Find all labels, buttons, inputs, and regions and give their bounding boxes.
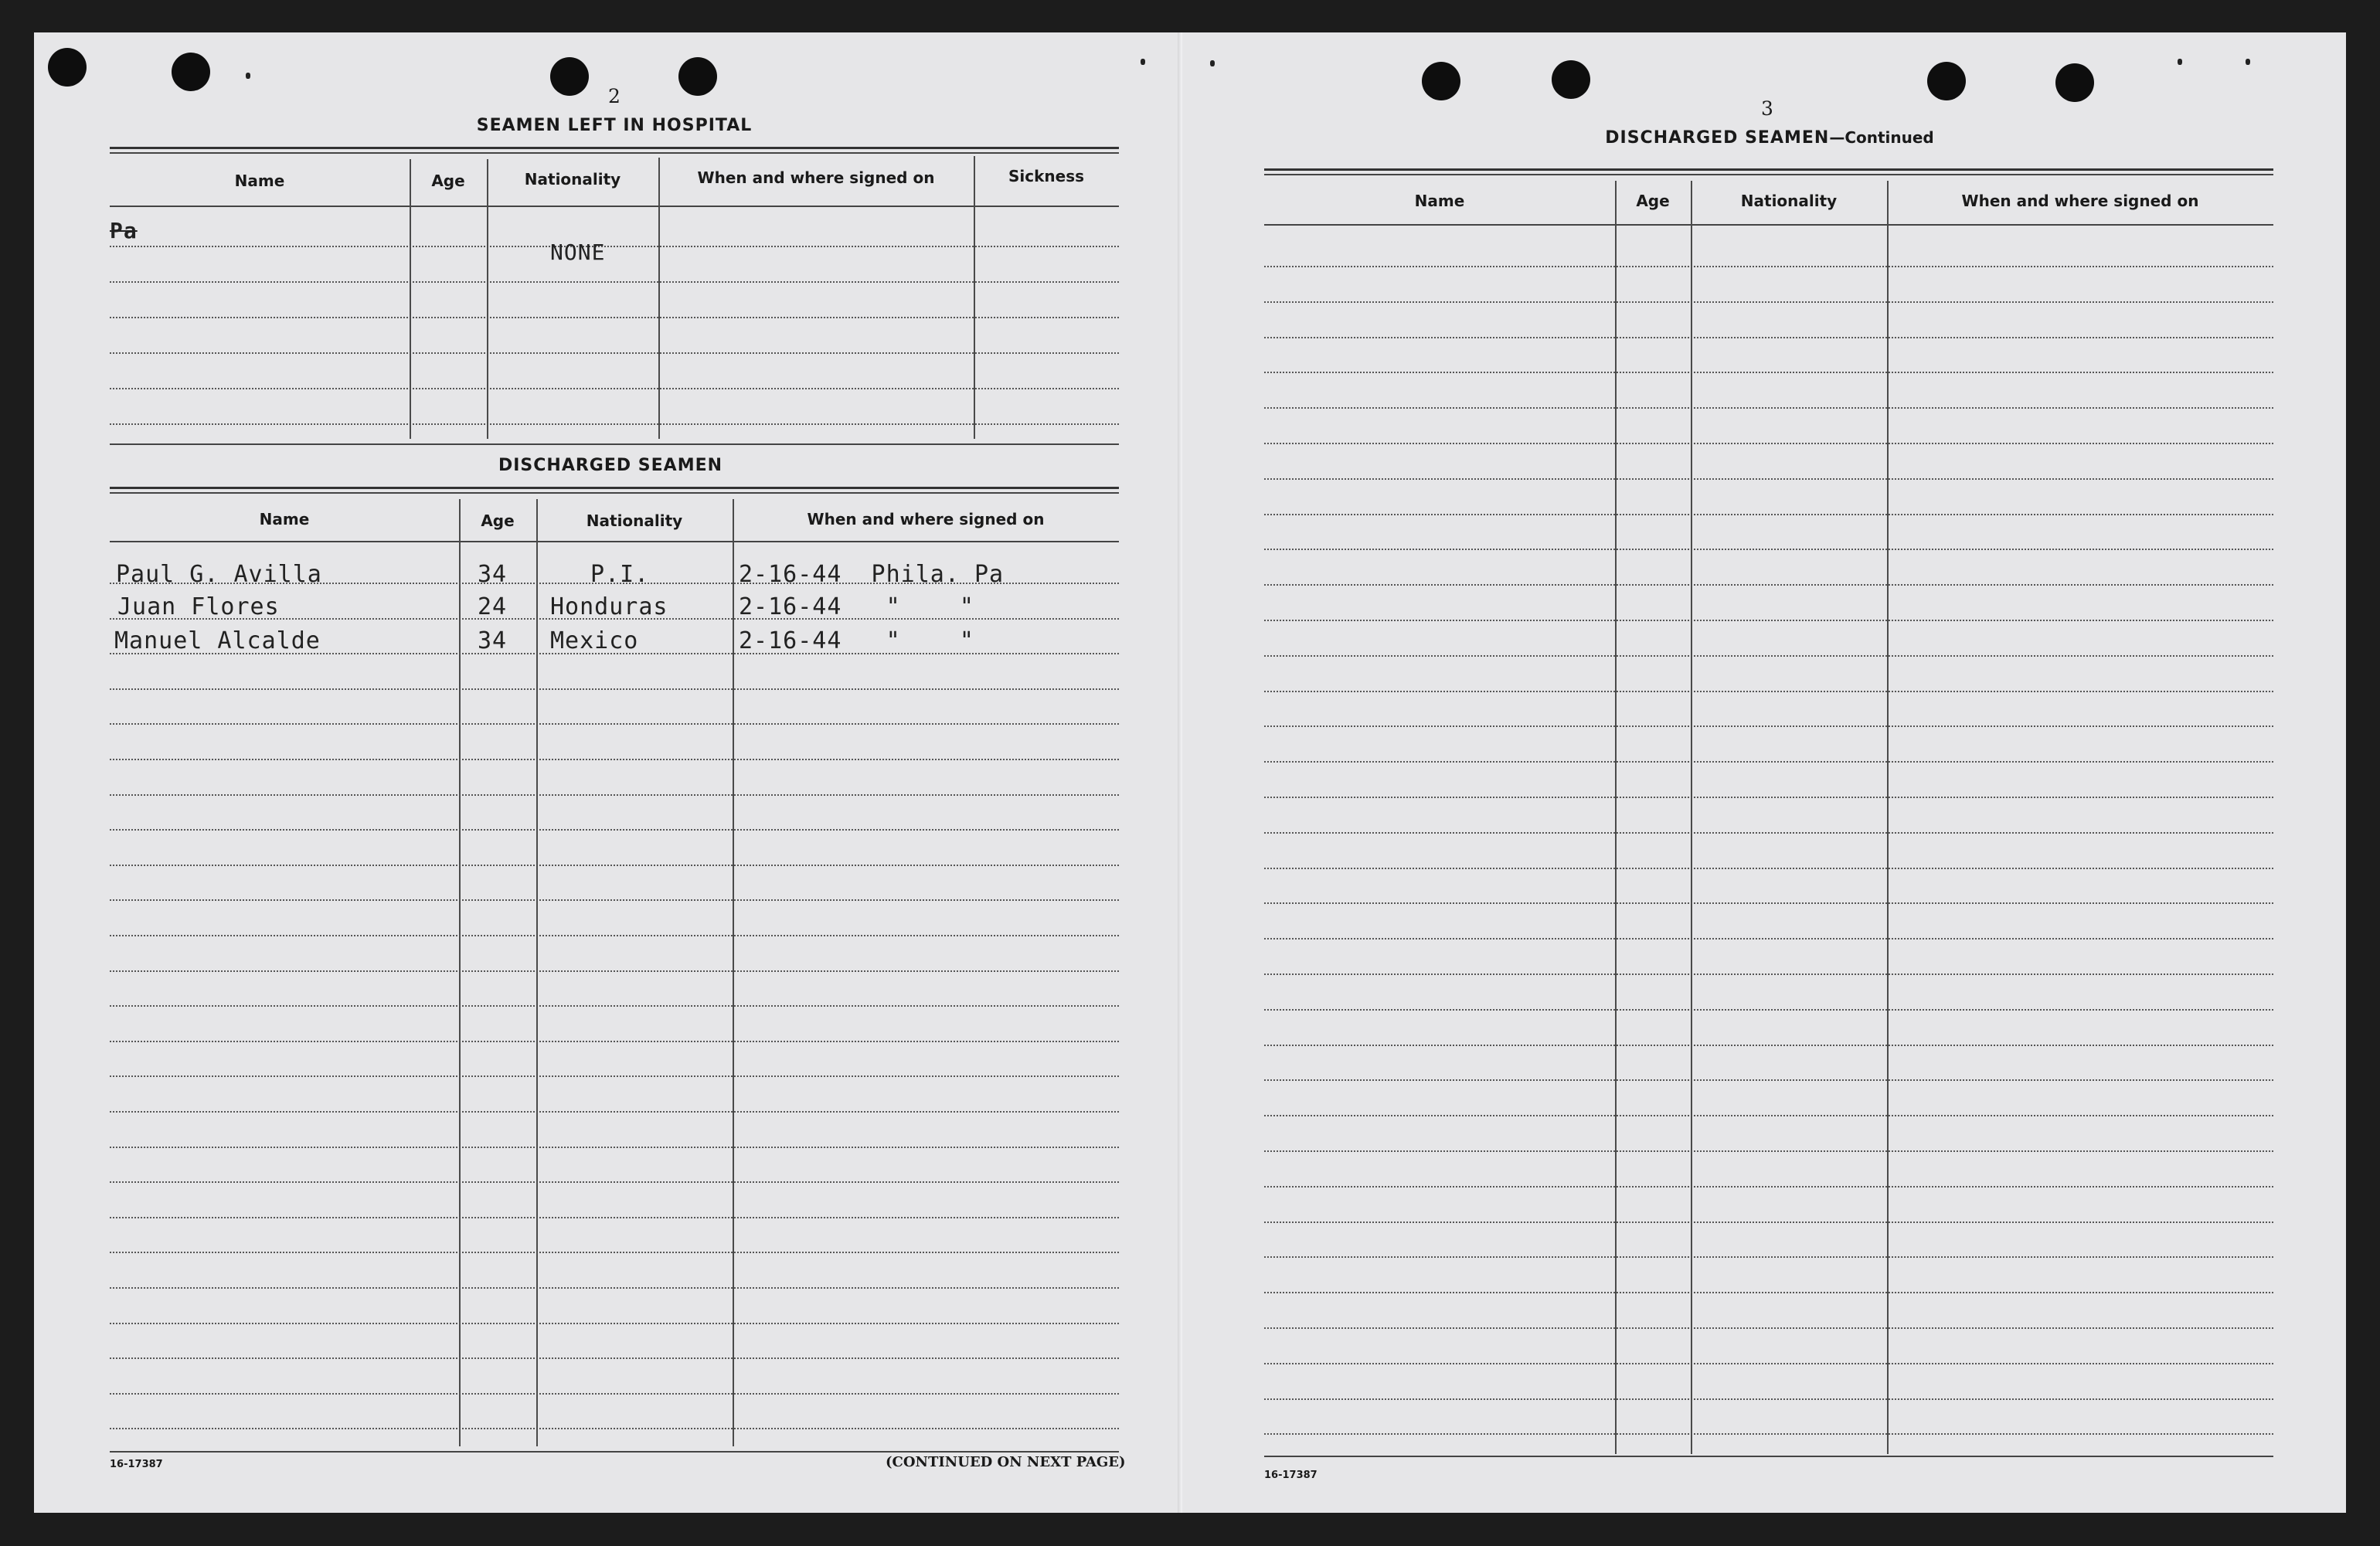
discharged-age: 34 <box>478 561 508 588</box>
ruled-line <box>110 1287 1119 1289</box>
ruled-line <box>1264 973 2273 975</box>
ruled-line <box>110 1428 1119 1429</box>
col-divider <box>487 159 488 439</box>
discharged-section-title: DISCHARGED SEAMEN <box>498 456 723 475</box>
discharged-signed-on: 2-16-44 " " <box>739 627 974 654</box>
ruled-line <box>1264 725 2273 727</box>
col-header-name: Name <box>259 510 310 528</box>
left-page <box>34 32 1182 1513</box>
ruled-line <box>1264 1363 2273 1364</box>
ruled-line <box>1264 372 2273 373</box>
ruled-line <box>1264 902 2273 904</box>
punch-hole <box>2055 63 2094 102</box>
punch-hole <box>550 57 589 96</box>
discharged-signed-on: 2-16-44 Phila. Pa <box>739 561 1005 588</box>
ruled-line <box>110 794 1119 796</box>
right-page <box>1182 32 2346 1513</box>
discharged-name: Manuel Alcalde <box>114 627 321 654</box>
ruled-line <box>1264 443 2273 444</box>
col-header-age: Age <box>481 511 515 530</box>
col-header-age: Age <box>431 172 465 190</box>
ruled-line <box>110 829 1119 831</box>
ruled-line <box>1264 1045 2273 1046</box>
hospital-section-title: SEAMEN LEFT IN HOSPITAL <box>476 116 753 135</box>
ruled-line <box>110 1181 1119 1183</box>
ruled-line <box>1264 1433 2273 1435</box>
ruled-line <box>110 1323 1119 1324</box>
ruled-line <box>1264 337 2273 338</box>
punch-hole <box>1552 60 1590 99</box>
ruled-line <box>1264 1186 2273 1188</box>
speck <box>2246 59 2250 65</box>
col-divider <box>1691 181 1692 1454</box>
ruled-line <box>110 1075 1119 1077</box>
discharged-name: Juan Flores <box>117 593 280 620</box>
ruled-line <box>110 1252 1119 1253</box>
ruled-line <box>110 970 1119 972</box>
col-header-signed-on: When and where signed on <box>697 168 935 187</box>
page-number: 3 <box>1761 97 1773 120</box>
ruled-line <box>110 281 1119 283</box>
ruled-line <box>1264 478 2273 480</box>
ruled-line <box>1264 1398 2273 1400</box>
col-divider <box>1887 181 1889 1454</box>
col-divider <box>410 159 411 439</box>
page-number: 2 <box>608 85 620 107</box>
discharged-age: 24 <box>478 593 508 620</box>
ruled-line <box>1264 691 2273 692</box>
col-header-nationality: Nationality <box>524 170 621 189</box>
ruled-line <box>1264 1009 2273 1011</box>
discharged-name: Paul G. Avilla <box>116 561 322 588</box>
ruled-line <box>1264 301 2273 303</box>
ruled-line <box>110 352 1119 354</box>
continued-note: (CONTINUED ON NEXT PAGE) <box>886 1454 1126 1470</box>
discharged-bottom-rule <box>110 1451 1119 1453</box>
discharged-continued-title <box>1538 128 2001 148</box>
speck <box>246 73 250 79</box>
col-divider <box>733 499 734 1446</box>
punch-hole <box>678 57 717 96</box>
punch-hole <box>1422 62 1460 100</box>
ruled-line <box>1264 938 2273 939</box>
form-number: 16-17387 <box>1264 1470 1318 1481</box>
ruled-line <box>1264 1115 2273 1116</box>
ruled-line <box>1264 1079 2273 1081</box>
discharged-top-rule <box>110 487 1119 489</box>
ruled-line <box>110 246 1119 247</box>
discharged-nationality: Mexico <box>550 627 639 654</box>
title-suffix: —Continued <box>1829 128 1934 147</box>
discharged-header-rule <box>110 541 1119 542</box>
discharged-age: 34 <box>478 627 508 654</box>
punch-hole <box>48 48 87 87</box>
hospital-header-rule <box>110 206 1119 207</box>
col-header-sickness: Sickness <box>1008 167 1085 185</box>
ruled-line <box>110 388 1119 389</box>
speck <box>1141 59 1145 65</box>
ruled-line <box>1264 407 2273 409</box>
col-divider <box>1615 181 1617 1454</box>
ruled-line <box>1264 1327 2273 1329</box>
ruled-line <box>1264 655 2273 657</box>
col-header-nationality: Nationality <box>1740 192 1838 210</box>
col-divider <box>974 156 975 439</box>
hospital-top-rule <box>110 147 1119 149</box>
punch-hole <box>172 53 210 91</box>
form-number: 16-17387 <box>110 1459 163 1470</box>
ruled-line <box>1264 1256 2273 1258</box>
ruled-line <box>110 1217 1119 1218</box>
ruled-line <box>110 317 1119 318</box>
ruled-line <box>1264 868 2273 869</box>
ruled-line <box>1264 797 2273 798</box>
ruled-line <box>110 688 1119 690</box>
ruled-line <box>110 899 1119 901</box>
ruled-line <box>1264 266 2273 267</box>
ruled-line <box>1264 584 2273 586</box>
ruled-line <box>1264 761 2273 763</box>
col-header-name: Name <box>1414 192 1465 210</box>
right-header-rule <box>1264 224 2273 226</box>
ruled-line <box>1264 549 2273 550</box>
ruled-line <box>1264 620 2273 621</box>
ruled-line <box>1264 1222 2273 1223</box>
right-bottom-rule <box>1264 1456 2273 1457</box>
ruled-line <box>110 723 1119 725</box>
ruled-line <box>110 1005 1119 1007</box>
col-header-signed-on: When and where signed on <box>1961 192 2199 210</box>
speck <box>1210 60 1215 66</box>
speck <box>2178 59 2182 65</box>
col-divider <box>658 158 660 439</box>
ruled-line <box>1264 1292 2273 1293</box>
col-header-nationality: Nationality <box>586 511 683 530</box>
col-header-signed-on: When and where signed on <box>807 510 1045 528</box>
ruled-line <box>110 935 1119 936</box>
discharged-nationality: P.I. <box>590 561 650 588</box>
ruled-line <box>110 1041 1119 1042</box>
ruled-line <box>110 865 1119 866</box>
col-divider <box>459 499 461 1446</box>
title-main: DISCHARGED SEAMEN <box>1605 128 1830 148</box>
hospital-entry-mark: Pa <box>110 218 138 243</box>
discharged-nationality: Honduras <box>550 593 668 620</box>
col-header-name: Name <box>234 172 285 190</box>
right-top-rule <box>1264 168 2273 171</box>
ruled-line <box>110 1111 1119 1113</box>
col-header-age: Age <box>1636 192 1670 210</box>
ruled-line <box>1264 832 2273 834</box>
hospital-entry-none: NONE <box>550 240 606 265</box>
ruled-line <box>1264 514 2273 515</box>
ruled-line <box>110 1357 1119 1359</box>
punch-hole <box>1927 62 1966 100</box>
col-divider <box>536 499 538 1446</box>
hospital-bottom-rule <box>110 443 1119 445</box>
ruled-line <box>110 423 1119 425</box>
ruled-line <box>110 1393 1119 1395</box>
ruled-line <box>1264 1150 2273 1152</box>
ruled-line <box>110 1147 1119 1148</box>
discharged-signed-on: 2-16-44 " " <box>739 593 974 620</box>
ruled-line <box>110 759 1119 760</box>
